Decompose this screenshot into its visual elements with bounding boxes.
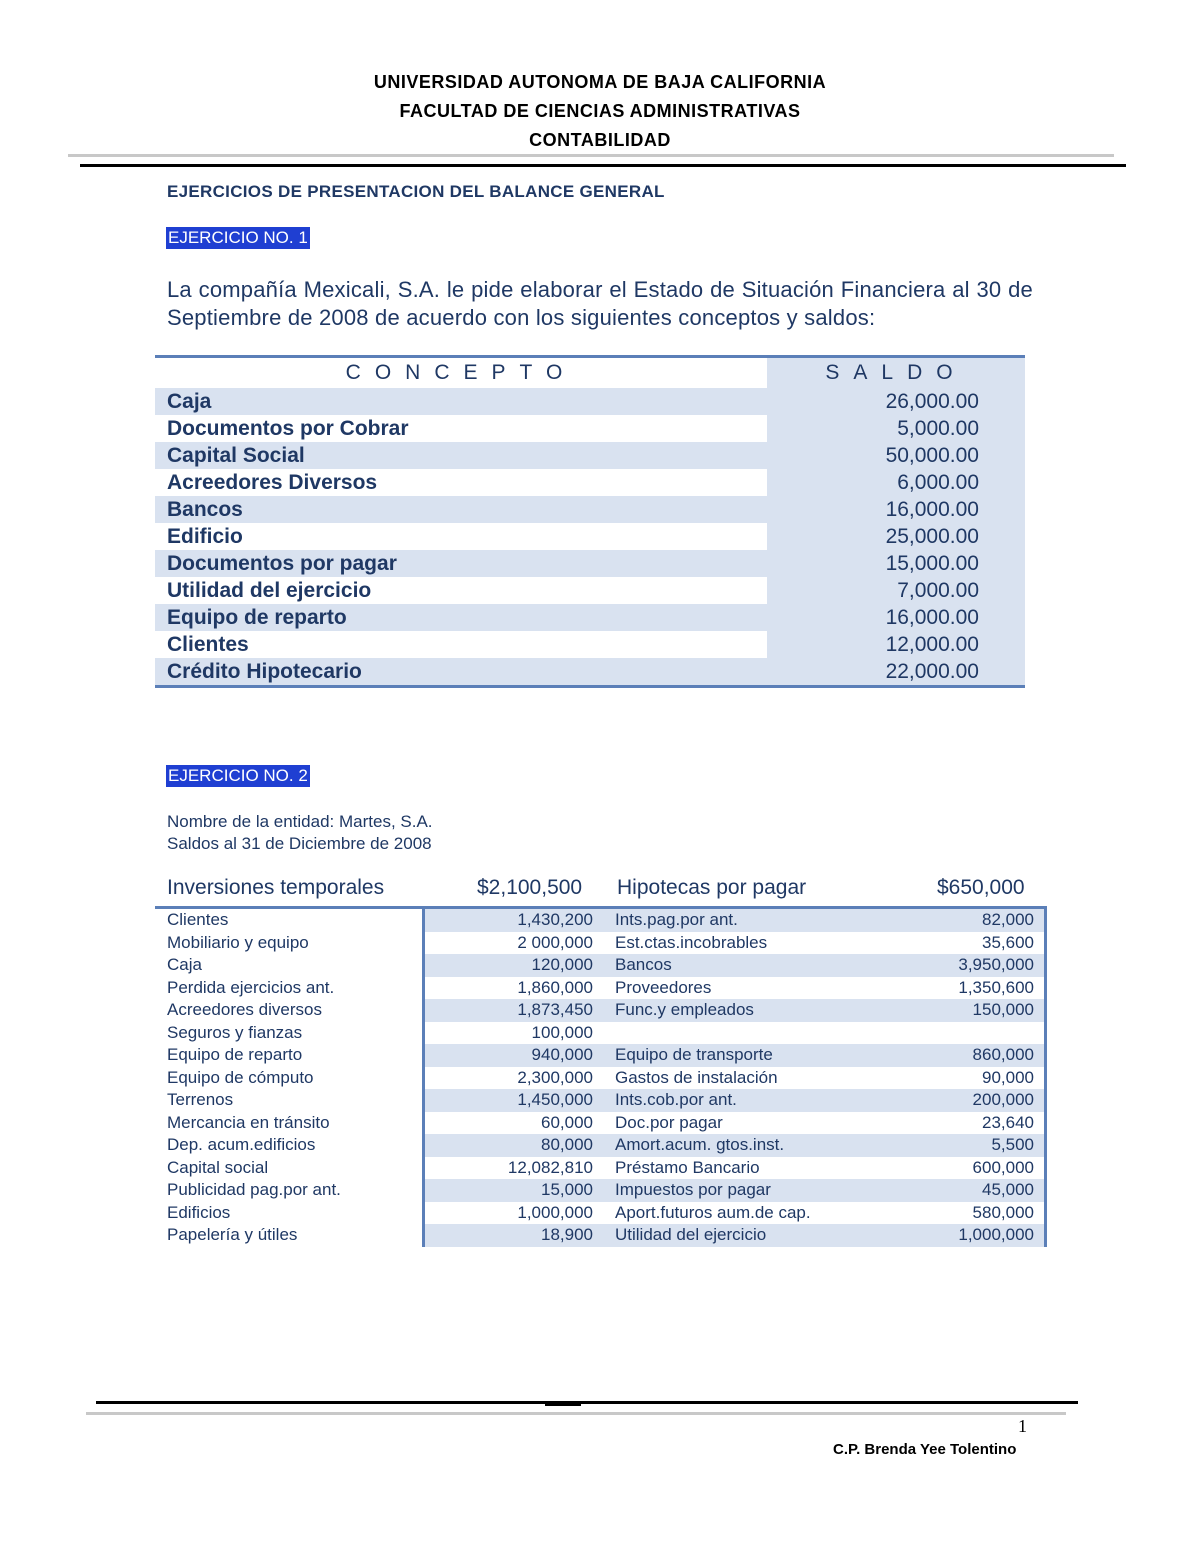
left-amount-cell: 940,000: [425, 1044, 596, 1067]
author-name: C.P. Brenda Yee Tolentino: [833, 1441, 1017, 1458]
t2-head-left-name: Inversiones temporales: [167, 876, 385, 899]
table-row: [155, 442, 1025, 469]
right-account-cell: Doc.por pagar: [615, 1112, 723, 1132]
left-account-cell: Caja: [155, 954, 425, 977]
table-row: [155, 604, 1025, 631]
t2-head-right-name: Hipotecas por pagar: [617, 876, 807, 899]
col-saldo-header: SALDO: [767, 358, 1025, 388]
left-amount-cell: 12,082,810: [507, 1157, 593, 1177]
right-account-cell: Func.y empleados: [596, 999, 915, 1022]
table-row: [155, 1224, 1047, 1247]
left-account-cell: Mercancia en tránsito: [155, 1112, 425, 1135]
table-row: [155, 415, 1025, 442]
table-row: [155, 1067, 1047, 1090]
table-row: [155, 1202, 1047, 1225]
left-amount-cell: 15,000: [425, 1179, 596, 1202]
left-account-cell: Papelería y útiles: [155, 1224, 425, 1247]
right-amount-cell: [915, 1022, 1047, 1045]
saldo-cell: 50,000.00: [767, 442, 1025, 469]
left-amount-cell: 1,450,000: [425, 1089, 596, 1112]
saldo-cell: 7,000.00: [767, 577, 1025, 604]
section-title: EJERCICIOS DE PRESENTACION DEL BALANCE GENERAL: [167, 182, 665, 201]
concepto-cell: Capital Social: [155, 442, 767, 469]
right-amount-cell: 90,000: [915, 1067, 1047, 1090]
concepto-cell: Caja: [155, 388, 767, 415]
left-amount-cell: 1,430,200: [425, 909, 596, 932]
right-amount-cell: 1,000,000: [915, 1224, 1047, 1247]
left-amount-cell: 1,873,450: [425, 999, 596, 1022]
ejercicio-1-intro: La compañía Mexicali, S.A. le pide elaborar el Estado de Situación Financiera al 30 de Septiembre de 2008 de acuerdo con los siguientes conceptos y saldos:: [167, 277, 1033, 330]
right-amount-cell: 82,000: [915, 909, 1047, 932]
saldo-cell: 5,000.00: [767, 415, 1025, 442]
left-account-cell: Capital social: [155, 1157, 425, 1180]
header-rule-gray: [68, 154, 1114, 157]
concepto-cell: Clientes: [155, 631, 767, 658]
table-row: [155, 523, 1025, 550]
right-amount-cell: 580,000: [915, 1202, 1047, 1225]
left-amount-cell: 100,000: [531, 1022, 593, 1042]
right-account-cell: Ints.pag.por ant.: [596, 909, 915, 932]
concepto-cell: Documentos por pagar: [155, 550, 767, 577]
concepto-cell: Documentos por Cobrar: [155, 415, 767, 442]
right-amount-cell: 200,000: [915, 1089, 1047, 1112]
concepto-cell: Acreedores Diversos: [155, 469, 767, 496]
right-account-cell: Proveedores: [615, 977, 712, 997]
footer-rule-accent: [545, 1402, 581, 1406]
footer-rule-gray: [86, 1412, 1066, 1415]
right-amount-cell: 600,000: [915, 1157, 1047, 1180]
table-row: [155, 1044, 1047, 1067]
right-amount-cell: 45,000: [915, 1179, 1047, 1202]
table-1-header: [155, 358, 1025, 388]
header-faculty: FACULTAD DE CIENCIAS ADMINISTRATIVAS: [399, 101, 801, 121]
left-account-cell: Acreedores diversos: [155, 999, 425, 1022]
right-account-cell: Bancos: [596, 954, 915, 977]
table-row: [155, 1112, 1047, 1135]
table-row: [155, 954, 1047, 977]
saldo-cell: 25,000.00: [767, 523, 1025, 550]
left-amount-cell: 1,000,000: [517, 1202, 593, 1222]
left-account-cell: Terrenos: [155, 1089, 425, 1112]
right-account-cell: Gastos de instalación: [615, 1067, 778, 1087]
table-row: [155, 1157, 1047, 1180]
table-row: [155, 550, 1025, 577]
right-amount-cell: 5,500: [915, 1134, 1047, 1157]
concepto-cell: Bancos: [155, 496, 767, 523]
t2-head-right-value: $650,000: [937, 876, 1025, 899]
header-university: UNIVERSIDAD AUTONOMA DE BAJA CALIFORNIA: [373, 72, 827, 92]
col-concepto-header: CONCEPTO: [345, 361, 577, 384]
table-row: [155, 999, 1047, 1022]
balance-date: Saldos al 31 de Diciembre de 2008: [167, 834, 432, 853]
balance-table-2: [155, 906, 1047, 1247]
table-row: [155, 1179, 1047, 1202]
table-row: [155, 577, 1025, 604]
table-row: [155, 1134, 1047, 1157]
ejercicio-1-label: EJERCICIO NO. 1: [168, 228, 308, 247]
saldo-cell: 16,000.00: [767, 604, 1025, 631]
ejercicio-2-label: EJERCICIO NO. 2: [168, 766, 308, 785]
saldo-cell: 6,000.00: [767, 469, 1025, 496]
left-amount-cell: 120,000: [425, 954, 596, 977]
concepto-cell: Crédito Hipotecario: [155, 658, 767, 685]
concepto-cell: Utilidad del ejercicio: [155, 577, 767, 604]
saldo-cell: 16,000.00: [767, 496, 1025, 523]
right-account-cell: Impuestos por pagar: [596, 1179, 915, 1202]
right-account-cell: Est.ctas.incobrables: [615, 932, 768, 952]
left-account-cell: Mobiliario y equipo: [155, 932, 425, 955]
table-row: [155, 658, 1025, 685]
saldo-cell: 12,000.00: [767, 631, 1025, 658]
saldo-cell: 22,000.00: [767, 658, 1025, 685]
table-row: [155, 631, 1025, 658]
table-row: [155, 932, 1047, 955]
table-row: [155, 909, 1047, 932]
left-account-cell: Edificios: [155, 1202, 425, 1225]
right-account-cell: Equipo de transporte: [596, 1044, 915, 1067]
right-amount-cell: 1,350,600: [915, 977, 1047, 1000]
header-rule-black: [80, 164, 1126, 167]
right-account-cell: Aport.futuros aum.de cap.: [615, 1202, 811, 1222]
right-amount-cell: 23,640: [915, 1112, 1047, 1135]
page-number: 1: [1018, 1416, 1027, 1436]
left-account-cell: Dep. acum.edificios: [155, 1134, 425, 1157]
table-row: [155, 388, 1025, 415]
right-account-cell: Ints.cob.por ant.: [596, 1089, 915, 1112]
header-subject: CONTABILIDAD: [529, 130, 671, 150]
footer-rule-black: [96, 1401, 1078, 1404]
concepto-cell: Equipo de reparto: [155, 604, 767, 631]
left-account-cell: Equipo de reparto: [155, 1044, 425, 1067]
left-account-cell: Publicidad pag.por ant.: [155, 1179, 425, 1202]
left-account-cell: Seguros y fianzas: [155, 1022, 425, 1045]
left-account-cell: Clientes: [155, 909, 425, 932]
saldo-cell: 15,000.00: [767, 550, 1025, 577]
table-row: [155, 977, 1047, 1000]
concepto-cell: Edificio: [155, 523, 767, 550]
right-account-cell: [596, 1022, 915, 1045]
left-amount-cell: 1,860,000: [517, 977, 593, 997]
left-account-cell: Perdida ejercicios ant.: [155, 977, 425, 1000]
left-amount-cell: 2,300,000: [517, 1067, 593, 1087]
balance-table-1: [155, 355, 1025, 688]
t2-head-left-value: $2,100,500: [477, 876, 583, 899]
left-account-cell: Equipo de cómputo: [155, 1067, 425, 1090]
left-amount-cell: 80,000: [425, 1134, 596, 1157]
table-row: [155, 496, 1025, 523]
table-row: [155, 1089, 1047, 1112]
table-2-body: [155, 909, 1047, 1247]
saldo-cell: 26,000.00: [767, 388, 1025, 415]
table-row: [155, 1022, 1047, 1045]
table-1-body: [155, 388, 1025, 685]
right-account-cell: Préstamo Bancario: [615, 1157, 760, 1177]
left-amount-cell: 2 000,000: [517, 932, 593, 952]
right-amount-cell: 3,950,000: [915, 954, 1047, 977]
right-amount-cell: 35,600: [915, 932, 1047, 955]
table-row: [155, 469, 1025, 496]
left-amount-cell: 18,900: [425, 1224, 596, 1247]
entity-name: Nombre de la entidad: Martes, S.A.: [167, 812, 433, 831]
right-account-cell: Amort.acum. gtos.inst.: [596, 1134, 915, 1157]
right-amount-cell: 150,000: [915, 999, 1047, 1022]
left-amount-cell: 60,000: [541, 1112, 593, 1132]
right-account-cell: Utilidad del ejercicio: [596, 1224, 915, 1247]
right-amount-cell: 860,000: [915, 1044, 1047, 1067]
